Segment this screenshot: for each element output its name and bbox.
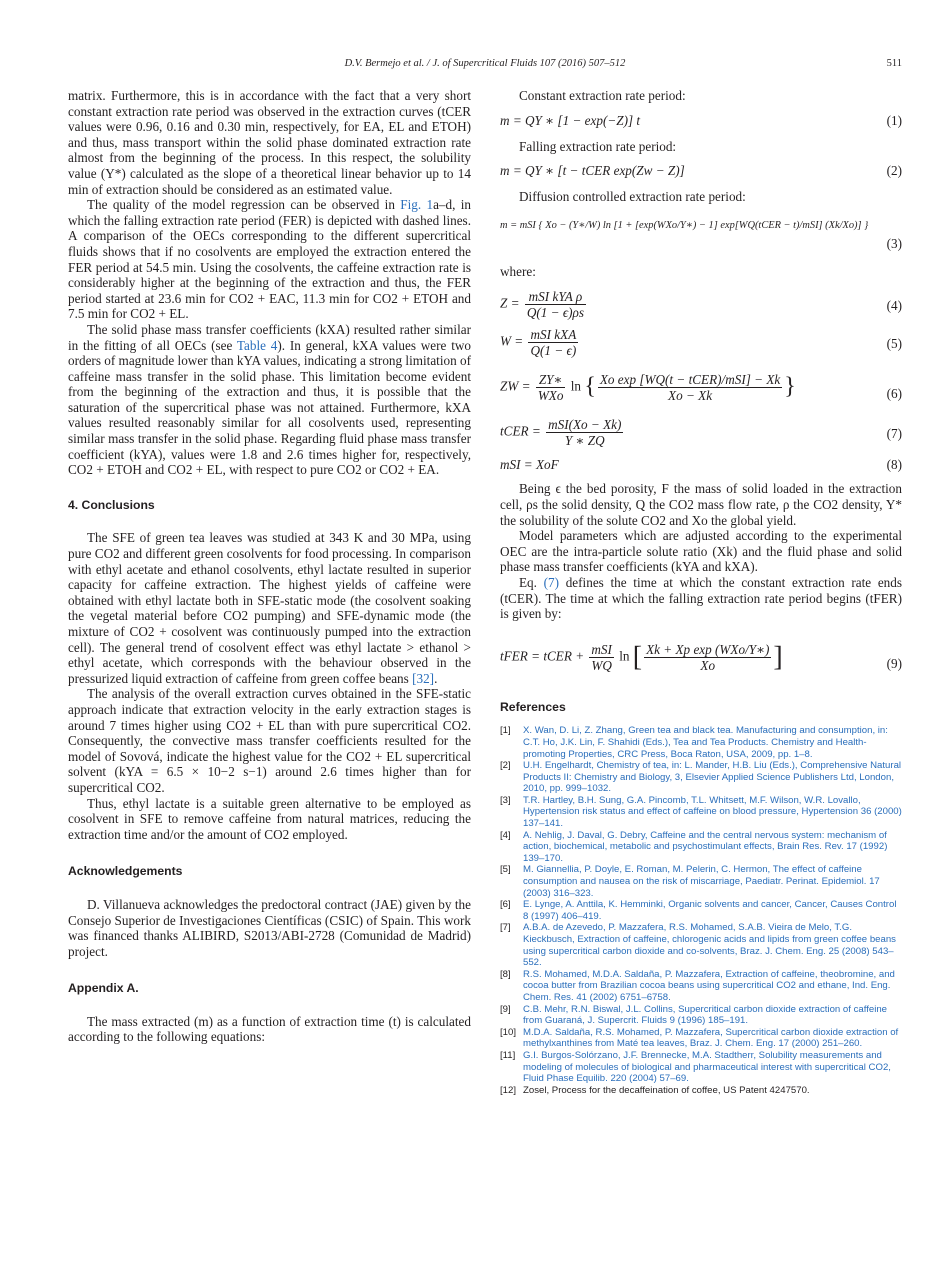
reference-link[interactable]: C.B. Mehr, R.N. Biswal, J.L. Collins, Supercritical carbon dioxide extraction of caffeine from Guaraná, J. Supercrit. Fluids 9 (1996) 185–191. [523,1003,888,1027]
left-column [68,88,471,1045]
appendix-paragraph: The mass extracted (m) as a function of extraction time (t) is calculated according to the following equations: [68,1013,471,1045]
conclusions-paragraph-2: The analysis of the overall extraction curves obtained in the SFE-static approach indicate that extraction velocity in the early extraction stages is around 7 times higher using CO2 + EL than with pure supercritical CO2. Consequently, the convective mass transfer coefficients resulted for the model of Sovová, indicate the highest value for the CO2 + EL supercritical solvent (kYA = 6.5 × 10−2 s−1) around 2.6 times higher than for supercritical CO2. [68,686,471,795]
label-diffusion-controlled: Diffusion controlled extraction rate period: [519,189,746,205]
label-constant-rate: Constant extraction rate period: [519,88,686,103]
reference-link[interactable]: A. Nehlig, J. Daval, G. Debry, Caffeine and the central nervous system: mechanism of action, biochemical, metabolic and psychostimulant effects, Brain Res. Rev. 17 (1992) 139–170. [523,829,888,864]
reference-number: [7] [500,922,511,934]
reference-number: [4] [500,829,511,841]
reference-number: [3] [500,794,511,806]
reference-item [500,969,902,1004]
reference-link[interactable]: G.I. Burgos-Solórzano, J.F. Brennecke, M.A. Stadtherr, Solubility measurements and modeling of molecules of biological and pharmaceutical interest with supercritical CO2, Fluid Phase Equilib. 220 (2004) 57–69. [523,1049,891,1085]
reference-item [500,922,902,968]
references-heading: References [500,699,566,714]
label-falling-rate: Falling extraction rate period: [519,138,677,154]
reference-number: [12] [500,1084,517,1096]
reference-link[interactable]: R.S. Mohamed, M.D.A. Saldaña, P. Mazzafera, Extraction of caffeine, theobromine, and cocoa butter from Brazilian cocoa beans using supercritical CO2 and ethane, Ind. Eng. Chem. Res. 41 (2002) 6751–6758. [523,968,895,1003]
reference-item [500,864,902,899]
paragraph-eq7-definition: Eq. (7) defines the time at which the constant extraction rate ends (tCER). The time at which the falling extraction rate period begins (tFER) is given by: [500,574,902,622]
acknowledgements-paragraph: D. Villanueva acknowledges the predoctoral contract (JAE) given by the Consejo Superior de Investigaciones Científicas (CSIC) of Spain. This work was financed thanks ALIBIRD, S2013/ABI-2728 (Comunidad de Madrid) project. [68,896,471,959]
reference-item [500,830,902,865]
equation-6: ZW = $\frac{ZY∗}{\text{WXo}}$ ln { $\frac{\text{Xo exp [WQ(t − tCER)/mSI] − Xk}}{Xo - Xk}$ } (6) [500,372,902,404]
paragraph-continuation: matrix. Furthermore, this is in accordance with the fact that a very short constant extraction rate period was observed in the extraction curves (tCER values were 0.96, 0.16 and 0.30 min, respectively, for EA, EL and ETOH) and thus, mass transport within the solid phase dominated extraction rate almost from the beginning of the process. In this respect, the solubility value (Y*) calculated as the slope of a theoretical linear behavior up to 14 min of extraction should be considered as an estimated value. [68,88,471,197]
paragraph-parameter-definitions: Being ϵ the bed porosity, F the mass of solid loaded in the extraction cell, ρs the solid density, Q the CO2 mass flow rate, ρ the CO2 density, Y* the solubility of the solute CO2 and Xo the global yield. [500,481,902,528]
reference-number: [5] [500,864,511,876]
equation-7: tCER = $\frac{\text{mSI(Xo − Xk)}}{Y ∗ ZQ}$ (7) [500,417,902,449]
conclusions-paragraph-3: Thus, ethyl lactate is a suitable green alternative to be employed as cosolvent in SFE to remove caffeine from natural matrices, reducing the extraction time and/or the amount of CO2 employed. [68,795,471,842]
equation-5: W = $\frac{\text{mSI kXA}}{Q(1 - \epsilon)}$ (5) [500,327,902,359]
reference-number: [1] [500,725,511,737]
ref-32-link[interactable]: [32] [412,670,435,686]
reference-number: [9] [500,1003,511,1015]
eq-7-link[interactable]: (7) [543,574,560,590]
references-list [500,725,902,1096]
reference-link: Zosel, Process for the decaffeination of coffee, US Patent 4247570. [523,1084,810,1096]
reference-link[interactable]: X. Wan, D. Li, Z. Zhang, Green tea and black tea. Manufacturing and consumption, in: C.T. Ho, J.K. Lin, F. Shahidi (Eds.), Tea and Tea Products. Chemistry and Health-promoting Properties, CRC Press, Boca Raton, USA, 2009, pp. 1–8. [523,725,888,760]
reference-item [500,1050,902,1085]
reference-link[interactable]: M.D.A. Saldaña, R.S. Mohamed, P. Mazzafera, Supercritical carbon dioxide extraction of methylxanthines from Maté tea leaves, Braz. J. Chem. Eng. 17 (2000) 251–260. [523,1026,899,1050]
running-header [68,58,902,74]
equation-8: mSI = XoF (8) [500,457,902,473]
equation-1: m = QY ∗ [1 − exp(−Z)] t (1) [500,112,902,128]
paragraph-mass-transfer: The solid phase mass transfer coefficients (kXA) resulted rather similar in the fitting of all OECs (see Table 4). In general, kXA values were two orders of magnitude lower than kYA values, indicating a strong limitation of caffeine mass transfer in the solid phase. This limitation become evident from the beginning of the extraction and thus, it is possible that the saturation of the supercritical phase was not attained. Furthermore, kXA values resulted reasonably similar for all cosolvents used, representing similar mass transfer in the solid phase. Regarding fluid phase mass transfer coefficient (kYA), values were 1.8 and 2.6 times higher for, respectively, CO2 + ETOH and CO2 + EL, with respect to pure CO2 or CO2 + EA. [68,321,471,478]
reference-number: [8] [500,968,511,980]
reference-item [500,795,902,830]
reference-number: [6] [500,899,511,911]
paragraph-model-parameters: Model parameters which are adjusted according to the experimental OEC are the intra-particle solute ratio (Xk) and the fluid phase and solid phase mass transfer coefficients (kYA and kXA). [500,528,902,575]
paragraph-model-regression: The quality of the model regression can be observed in Fig. 1a–d, in which the falling extraction rate period (FER) is depicted with dashed lines. A comparison of the OECs corresponding to the different supercritical fluids shows that if no cosolvents are employed the extraction entered the FER period at 54.5 min. Using the cosolvents, the caffeine extraction rate is considerably higher at the beginning of the extraction and thus, the FER period started at 23.6 min for CO2 + EAC, 11.3 min for CO2 + ETOH and 7.5 min for CO2 + EL. [68,197,471,322]
reference-item [500,1004,902,1027]
reference-item [500,725,902,760]
reference-item [500,1027,902,1050]
reference-item [500,899,902,922]
table-4-link[interactable]: Table 4 [236,337,278,353]
acknowledgements-heading: Acknowledgements [68,864,183,879]
conclusions-paragraph-1: The SFE of green tea leaves was studied at 343 K and 30 MPa, using pure CO2 and different green cosolvents for food processing. In comparison with ethyl acetate and ethanol cosolvents, ethyl lactate resulted in superior capacity for caffeine extraction. The highest yields of caffeine were obtained with ethyl lactate both in SFE-static mode (the cosolvent soaking the vegetal material before CO2 pumping) and SFE-dynamic mode (the mixture of CO2 + cosolvent was continuously pumped into the extraction cell). The general trend of cosolvent effect was ethyl lactate > ethanol > ethyl acetate, which corresponds with the behaviour observed in the pressurized liquid extraction of caffeine from green coffee beans [32]. [68,530,471,686]
equation-3: m = mSI { Xo − (Y∗/W) ln [1 + [exp(WXo/Y∗) − 1] exp[WQ(tCER − t)/mSI] (Xk/Xo)] } (3) [500,219,902,251]
fig-1-link[interactable]: Fig. 1 [400,197,434,213]
reference-item [500,1085,902,1097]
equation-4: Z = $\frac{\text{mSI kYA ρ}}{Q(1 - \epsilon)\rho s}$ (4) [500,289,902,321]
conclusions-heading: 4. Conclusions [68,497,155,512]
reference-link[interactable]: E. Lynge, A. Anttila, K. Hemminki, Organic solvents and cancer, Cancer, Causes Control 8 (1997) 406–419. [523,899,897,922]
reference-link[interactable]: T.R. Hartley, B.H. Sung, G.A. Pincomb, T.L. Whitsett, M.F. Wilson, W.R. Lovallo, Hypertension risk status and effect of caffeine on blood pressure, Hypertension 36 (2000) 137–141. [523,794,902,830]
reference-number: [11] [500,1049,516,1061]
running-title: D.V. Bermejo et al. / J. of Supercritical Fluids 107 (2016) 507–512 [344,58,626,69]
reference-item [500,760,902,795]
reference-number: [2] [500,760,511,772]
reference-link[interactable]: M. Giannellia, P. Doyle, E. Roman, M. Pelerin, C. Hermon, The effect of caffeine consumption and nausea on the risk of miscarriage, Paediatr. Perinat. Epidemiol. 17 (2003) 316–323. [523,864,880,899]
equation-9: tFER = tCER + $\frac{\text{mSI}}{WQ}$ ln [ $\frac{\text{Xk + Xp exp (WXo/Y∗)}}{Xo}$ ] (9) [500,641,902,673]
reference-link[interactable]: U.H. Engelhardt, Chemistry of tea, in: L. Mander, H.B. Liu (Eds.), Comprehensive Natural Products II: Chemistry and Biology, 3, Elsevier Applied Science Publishers Ltd, London, 2010, pp. 999–1032. [523,760,902,795]
page-number: 511 [886,58,902,69]
appendix-heading: Appendix A. [68,981,139,996]
equation-2: m = QY ∗ [t − tCER exp(Zw − Z)] (2) [500,163,902,179]
reference-link[interactable]: A.B.A. de Azevedo, P. Mazzafera, R.S. Mohamed, S.A.B. Vieira de Melo, T.G. Kieckbusch, Extraction of caffeine, chlorogenic acids and lipids from green coffee beans using supercritical carbon dioxide and co-solvents, Braz. J. Chem. Eng. 25 (2008) 543–552. [523,922,896,969]
where-label: where: [500,263,536,279]
right-column [500,88,902,1096]
reference-number: [10] [500,1026,517,1038]
